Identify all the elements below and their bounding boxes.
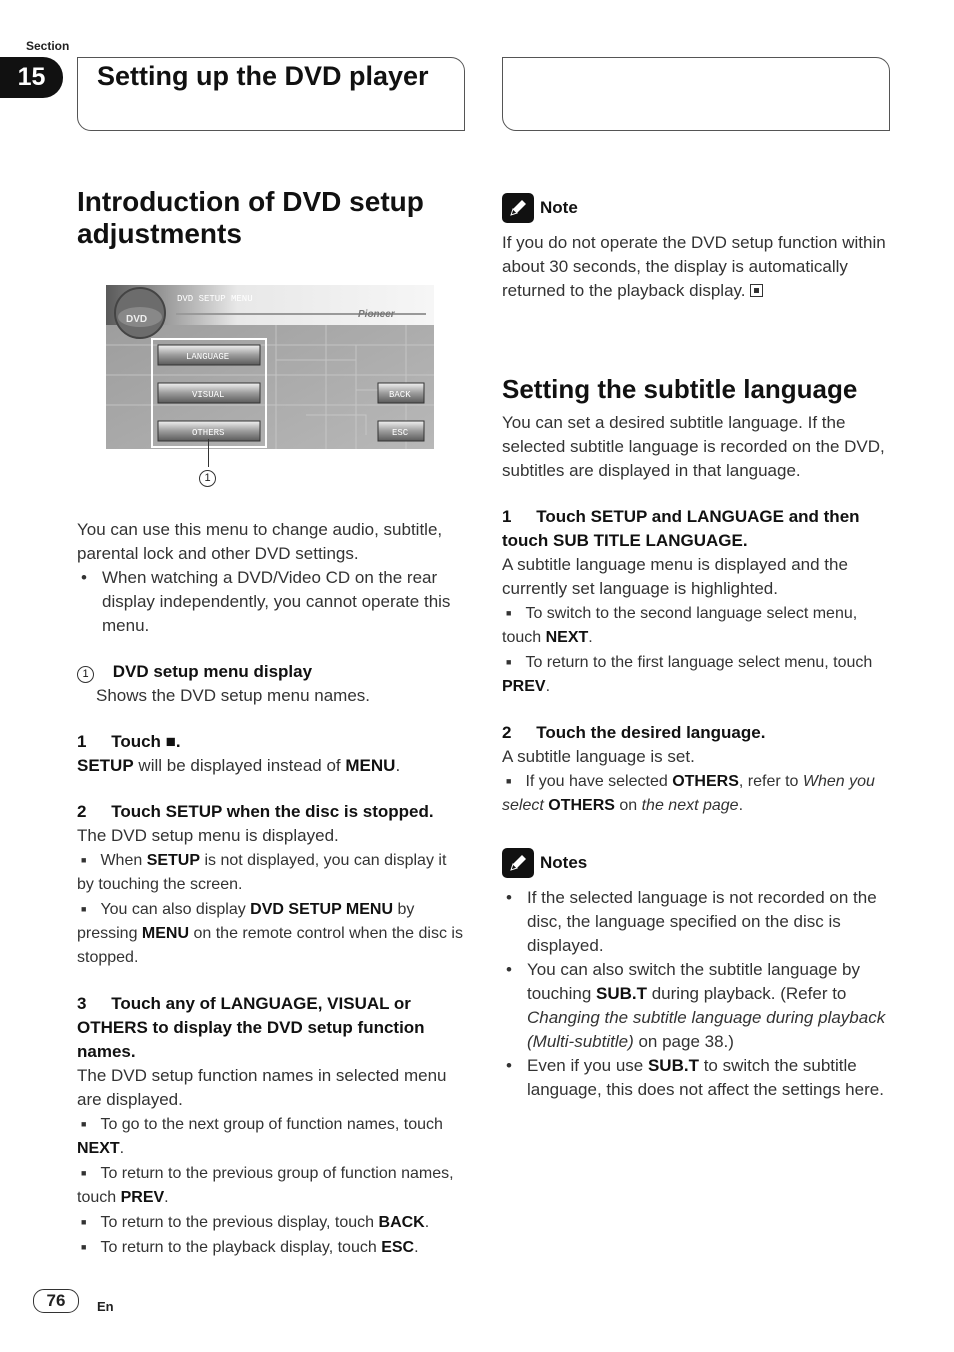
section-label: Section <box>26 39 70 53</box>
step-3-note-2 <box>77 1161 465 1210</box>
note-text: during playback. (Refer to <box>647 984 847 1003</box>
callout-line <box>208 439 209 467</box>
step-2-heading <box>77 800 465 824</box>
note-term: SUB.T <box>596 984 647 1003</box>
step-1-text: will be displayed instead of <box>133 756 346 775</box>
step-2-number: 2 <box>77 802 87 821</box>
dvd-setup-screen-graphic <box>106 285 434 449</box>
setup-term: SETUP <box>77 756 134 775</box>
step-1-body <box>77 754 465 778</box>
step-3-number: 3 <box>77 994 87 1013</box>
intro-bullet: • When watching a DVD/Video CD on the rear display independently, you cannot operate this menu. <box>77 566 465 638</box>
callout-description: Shows the DVD setup menu names. <box>96 686 371 705</box>
callout-circle-small: 1 <box>77 666 94 683</box>
subtitle-step-2-note-1 <box>502 769 890 818</box>
note-term: PREV <box>502 678 546 695</box>
notes-label: Notes <box>540 853 588 872</box>
menu-term: MENU <box>345 756 396 775</box>
note-term: ESC <box>381 1239 415 1256</box>
step-3-heading <box>77 992 465 1064</box>
note-text <box>502 231 890 303</box>
note-term: OTHERS <box>548 797 615 814</box>
end-mark-icon <box>750 284 763 297</box>
note-term: DVD SETUP MENU <box>250 901 394 918</box>
pencil-icon <box>502 848 534 878</box>
step-3-body: The DVD setup function names in selected menu are displayed. <box>77 1066 447 1109</box>
step-3-note-4 <box>77 1235 465 1260</box>
subtitle-heading: Setting the subtitle language <box>502 374 858 404</box>
note-period: . <box>588 629 593 646</box>
notes-item-2 <box>502 958 890 1054</box>
intro-heading: Introduction of DVD setup adjustments <box>77 186 424 249</box>
subtitle-step-2-title: Touch the desired language. <box>536 723 766 742</box>
note-body: If you do not operate the DVD setup function within about 30 seconds, the display is automatically returned to the playback display. <box>502 233 886 300</box>
step-3-note-3 <box>77 1210 465 1235</box>
note-text: To go to the next group of function names, touch <box>100 1116 443 1133</box>
note-text: To return to the previous group of function names, touch <box>77 1165 454 1206</box>
subtitle-step-1-title: Touch SETUP and LANGUAGE and then touch SUB TITLE LANGUAGE. <box>502 507 860 550</box>
note-text: on <box>614 797 642 814</box>
intro-paragraph: You can use this menu to change audio, subtitle, parental lock and other DVD settings. <box>77 520 443 563</box>
note-text: If you have selected <box>525 773 673 790</box>
note-term: BACK <box>378 1214 425 1231</box>
notes-header <box>502 848 890 878</box>
note-term: SETUP <box>146 852 201 869</box>
note-header <box>502 193 890 223</box>
page-number: 76 <box>33 1289 79 1313</box>
step-1-number: 1 <box>77 732 87 751</box>
notes-item-3 <box>502 1054 890 1102</box>
note-text: You can also display <box>100 901 251 918</box>
callout-title: DVD setup menu display <box>112 662 313 681</box>
step-1-heading <box>77 730 465 754</box>
note-text: To switch to the second language select menu, touch <box>502 605 858 646</box>
note-text: Even if you use <box>527 1056 648 1075</box>
callout-marker <box>199 468 216 487</box>
svg-text:BACK: BACK <box>389 390 411 400</box>
note-period: . <box>119 1140 125 1157</box>
svg-text:Pioneer: Pioneer <box>358 309 395 320</box>
language-code: En <box>97 1299 114 1314</box>
svg-text:VISUAL: VISUAL <box>192 390 225 400</box>
screen-menu-buttons <box>158 345 260 441</box>
note-period: . <box>164 1189 169 1206</box>
note-italic: the next page <box>641 797 739 814</box>
step-3-title: Touch any of LANGUAGE, VISUAL or OTHERS to display the DVD setup function names. <box>77 994 425 1061</box>
step-2-title: Touch SETUP when the disc is stopped. <box>111 802 434 821</box>
pencil-icon <box>502 193 534 223</box>
note-term: NEXT <box>77 1140 120 1157</box>
step-1-title: Touch ■. <box>111 732 181 751</box>
note-period: . <box>424 1214 430 1231</box>
subtitle-step-1-note-1 <box>502 601 890 650</box>
note-label: Note <box>540 198 578 217</box>
chapter-title: Setting up the DVD player <box>97 61 429 91</box>
note-text: is not displayed, you can display it by touching the screen. <box>77 852 447 893</box>
note-text: on page 38.) <box>633 1032 734 1051</box>
step-2-note-2 <box>77 897 465 970</box>
svg-text:DVD: DVD <box>126 314 148 325</box>
note-text: , refer to <box>738 773 803 790</box>
subtitle-step-2-heading <box>502 721 890 745</box>
note-period: . <box>738 797 744 814</box>
note-text: by pressing <box>77 901 415 942</box>
subtitle-step-1-body: A subtitle language menu is displayed and the currently set language is highlighted. <box>502 555 848 598</box>
note-text: When <box>100 852 147 869</box>
dvd-setup-screen <box>106 285 434 449</box>
step-2-note-1 <box>77 848 465 897</box>
note-term: NEXT <box>545 629 589 646</box>
note-italic: When you select <box>502 773 875 814</box>
callout-circle: 1 <box>199 470 216 487</box>
note-text: on the remote control when the disc is stopped. <box>77 925 463 966</box>
step-3-note-1 <box>77 1112 465 1161</box>
note-term: PREV <box>120 1189 165 1206</box>
note-text: To return to the previous display, touch <box>100 1214 379 1231</box>
note-term: MENU <box>141 925 190 942</box>
svg-text:OTHERS: OTHERS <box>192 428 225 438</box>
note-period: . <box>414 1239 419 1256</box>
left-column <box>77 186 463 250</box>
subtitle-step-2-body: A subtitle language is set. <box>502 747 695 766</box>
svg-text:LANGUAGE: LANGUAGE <box>186 352 230 362</box>
note-text: To return to the playback display, touch <box>100 1239 382 1256</box>
subtitle-step-2-number: 2 <box>502 723 512 742</box>
subtitle-step-1-note-2 <box>502 650 890 699</box>
notes-item-1: • If the selected language is not recorded on the disc, the language specified on the disc is displayed. <box>502 886 890 958</box>
screen-title-text: DVD SETUP MENU <box>177 294 253 304</box>
section-number-badge: 15 <box>0 57 63 98</box>
header-empty-box <box>502 57 890 131</box>
svg-text:ESC: ESC <box>392 428 409 438</box>
subtitle-step-1-number: 1 <box>502 507 512 526</box>
step-2-body: The DVD setup menu is displayed. <box>77 826 339 845</box>
note-text: to switch the subtitle language, this does not affect the settings here. <box>527 1056 884 1099</box>
note-period: . <box>545 678 551 695</box>
left-body <box>77 518 465 1260</box>
subtitle-step-1-heading <box>502 505 890 553</box>
right-column <box>502 193 890 1102</box>
note-term: OTHERS <box>672 773 739 790</box>
note-text: You can also switch the subtitle language by touching <box>527 960 860 1003</box>
step-1-period: . <box>395 756 401 775</box>
note-italic: Changing the subtitle language during playback (Multi-subtitle) <box>527 1008 886 1051</box>
subtitle-intro: You can set a desired subtitle language. If the selected subtitle language is recorded on the DVD, subtitles are displayed in that language. <box>502 413 885 480</box>
callout-heading <box>77 660 465 684</box>
note-term: SUB.T <box>647 1056 699 1075</box>
note-text: To return to the first language select menu, touch <box>525 654 873 671</box>
